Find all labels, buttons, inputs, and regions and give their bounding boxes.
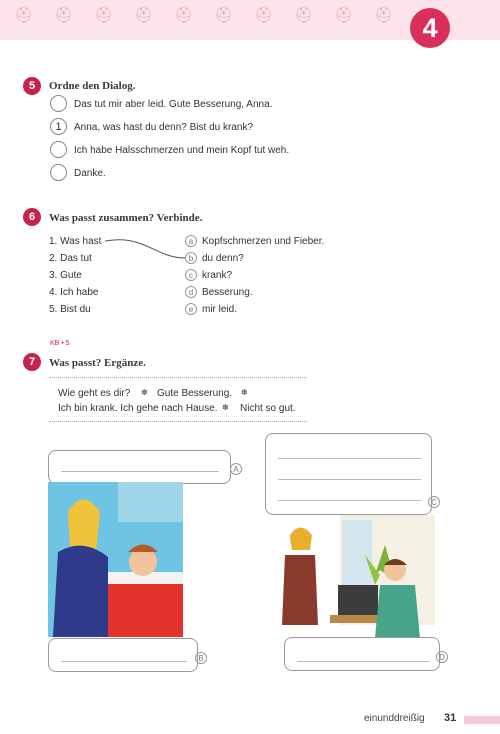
cap-icon: ⛑: [94, 7, 114, 24]
cap-icon: ⛑: [14, 7, 34, 24]
cap-icon: ⛑: [254, 7, 274, 24]
dialog-line-2: Anna, was hast du denn? Bist du krank?: [74, 122, 254, 133]
match-letter-c: c: [185, 269, 197, 281]
page-number: 31: [444, 712, 457, 724]
chapter-number: 4: [410, 8, 450, 48]
match-left-3: 3. Gute: [49, 270, 82, 281]
write-line[interactable]: [278, 458, 421, 459]
match-letter-b: b: [185, 252, 197, 264]
match-left-5: 5. Bist du: [49, 304, 91, 315]
bubble-label-b: B: [195, 652, 207, 664]
match-letter-a: a: [185, 235, 197, 247]
match-letter-d: d: [185, 286, 197, 298]
phrase-wie-geht: Wie geht es dir?: [58, 388, 131, 399]
write-line[interactable]: [61, 661, 187, 662]
dialog-line-1: Das tut mir aber leid. Gute Besserung, Anna.: [74, 99, 273, 110]
order-circle-4[interactable]: [50, 164, 67, 181]
match-connector-line: [100, 236, 190, 266]
page-number-word: einunddreißig: [364, 713, 425, 724]
phrase-gute-besserung: Gute Besserung.: [157, 388, 233, 399]
cap-icon: ⛑: [54, 7, 74, 24]
exercise-6-number: 6: [23, 208, 41, 226]
speech-bubble-b[interactable]: [48, 638, 198, 672]
cap-icon: ⛑: [174, 7, 194, 24]
match-right-a: Kopfschmerzen und Fieber.: [202, 236, 325, 247]
phrase-ich-bin-krank: Ich bin krank. Ich gehe nach Hause.: [58, 403, 218, 414]
match-letter-e: e: [185, 303, 197, 315]
match-left-2: 2. Das tut: [49, 253, 92, 264]
cap-icon: ⛑: [294, 7, 314, 24]
speech-bubble-c[interactable]: [265, 433, 432, 515]
kb-reference: KB • 5: [50, 340, 70, 347]
box-bottom-border: [49, 421, 307, 422]
match-right-b: du denn?: [202, 253, 244, 264]
exercise-7-title: Was passt? Ergänze.: [49, 357, 146, 369]
order-circle-2[interactable]: 1: [50, 118, 67, 135]
exercise-7-number: 7: [23, 353, 41, 371]
exercise-5-title: Ordne den Dialog.: [49, 80, 136, 92]
bubble-label-d: D: [436, 651, 448, 663]
write-line[interactable]: [297, 661, 429, 662]
separator-icon: ✽: [222, 403, 229, 412]
sick-girl-illustration: [48, 482, 183, 637]
match-right-e: mir leid.: [202, 304, 238, 315]
bubble-label-a: A: [230, 463, 242, 475]
match-left-4: 4. Ich habe: [49, 287, 99, 298]
speech-bubble-a[interactable]: [48, 450, 231, 484]
speech-bubble-d[interactable]: [284, 637, 440, 671]
box-top-border: [49, 377, 307, 378]
dialog-line-3: Ich habe Halsschmerzen und mein Kopf tut weh.: [74, 145, 290, 156]
exercise-5-number: 5: [23, 77, 41, 95]
cap-icon: ⛑: [134, 7, 154, 24]
order-circle-3[interactable]: [50, 141, 67, 158]
order-circle-1[interactable]: [50, 95, 67, 112]
dialog-line-4: Danke.: [74, 168, 106, 179]
write-line[interactable]: [61, 471, 219, 472]
match-left-1: 1. Was hast: [49, 236, 102, 247]
match-right-d: Besserung.: [202, 287, 253, 298]
write-line[interactable]: [278, 500, 421, 501]
bubble-label-c: C: [428, 496, 440, 508]
cap-icon: ⛑: [214, 7, 234, 24]
phrase-nicht-so-gut: Nicht so gut.: [240, 403, 296, 414]
office-illustration: [280, 515, 440, 638]
match-right-c: krank?: [202, 270, 233, 281]
cap-icon: ⛑: [374, 7, 394, 24]
write-line[interactable]: [278, 479, 421, 480]
separator-icon: ✽: [141, 388, 148, 397]
footer-bar: [464, 716, 500, 724]
separator-icon: ✽: [241, 388, 248, 397]
exercise-6-title: Was passt zusammen? Verbinde.: [49, 212, 203, 224]
cap-icon: ⛑: [334, 7, 354, 24]
